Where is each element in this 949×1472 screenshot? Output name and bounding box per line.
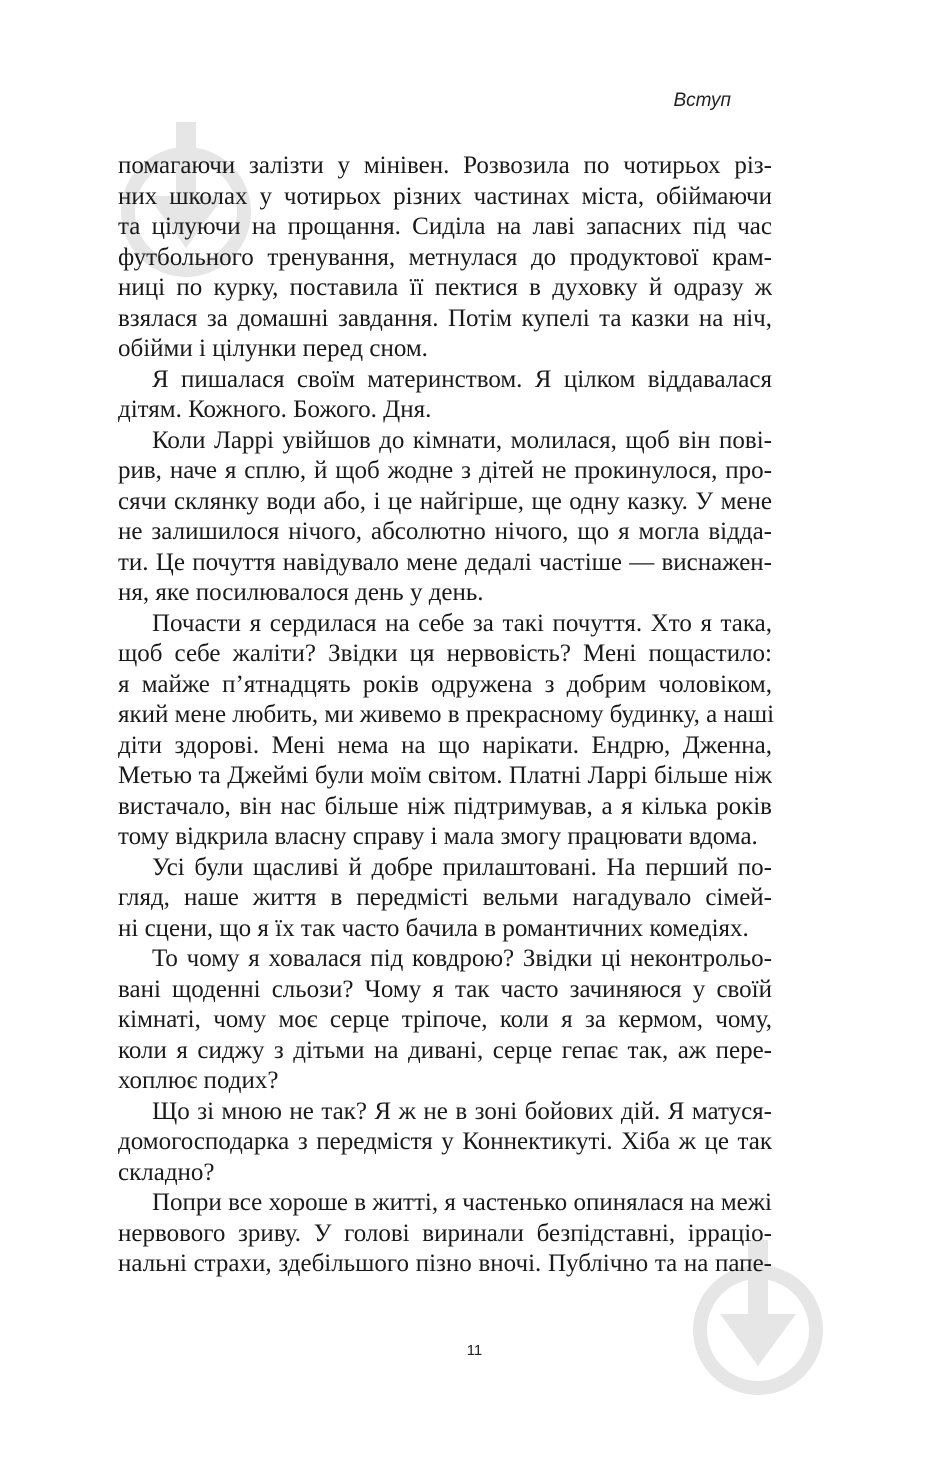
text-line: ня, яке посилювалося день у день. xyxy=(118,579,484,606)
text-line: ти. Це почуття навідувало мене дедалі частіше — виснажен- xyxy=(118,548,772,576)
text-line: Метью та Джеймі були моїм світом. Платні Ларрі більше ніж xyxy=(118,762,772,789)
text-line: Усі були щасливі й добре прилаштовані. На перший по- xyxy=(152,853,772,881)
text-line: Почасти я сердилася на себе за такі почуття. Хто я така, xyxy=(152,609,772,637)
text-line: вані щоденні сльози? Чому я так часто зачиняюся у своїй xyxy=(118,975,772,1003)
text-line: не залишилося нічого, абсолютно нічого, що я могла відда- xyxy=(118,518,772,545)
text-line: щоб себе жаліти? Звідки ця нервовість? Мені пощастило: xyxy=(118,640,772,667)
text-line: домогосподарка з передмістя у Коннектикуті. Хіба ж це так xyxy=(118,1128,772,1155)
text-line: сячи склянку води або, і це найгірше, ще одну казку. У мене xyxy=(118,487,772,515)
text-line: гляд, наше життя в передмісті вельми нагадувало сімей- xyxy=(118,884,772,911)
text-line: кімнаті, чому моє серце тріпоче, коли я за кермом, чому, xyxy=(118,1006,772,1033)
text-line: хоплює подих? xyxy=(118,1067,279,1094)
text-line: який мене любить, ми живемо в прекрасному будинку, а наші xyxy=(118,701,775,728)
text-line: них школах у чотирьох різних частинах міста, обіймаючи xyxy=(118,182,772,210)
text-line: ниці по курку, поставила її пектися в духовку й одразу ж xyxy=(118,274,772,301)
running-head: Вступ xyxy=(673,90,731,111)
page-number: 11 xyxy=(466,1342,483,1359)
text-line: дітям. Кожного. Божого. Дня. xyxy=(118,396,432,423)
text-line: Попри все хороше в житті, я частенько опинялася на межі xyxy=(152,1189,772,1216)
text-line: вистачало, він нас більше ніж підтримував, а я кілька років xyxy=(118,792,772,820)
text-line: То чому я ховалася під ковдрою? Звідки ці неконтрольо- xyxy=(152,945,772,972)
text-line: коли я сиджу з дітьми на дивані, серце гепає так, аж пере- xyxy=(118,1036,772,1064)
text-line: нервового зриву. У голові виринали безпідставні, ірраціо- xyxy=(118,1219,772,1247)
text-line: діти здорові. Мені нема на що нарікати. Ендрю, Дженна, xyxy=(118,731,772,759)
text-line: Я пишалася своїм материнством. Я цілком віддавалася xyxy=(152,365,772,393)
text-line: помагаючи залізти у мінівен. Розвозила по чотирьох різ- xyxy=(118,152,772,179)
text-line: взялася за домашні завдання. Потім купелі та казки на ніч, xyxy=(118,304,772,332)
text-line: Що зі мною не так? Я ж не в зоні бойових дій. Я матуся- xyxy=(152,1097,772,1125)
text-line: складно? xyxy=(118,1158,215,1186)
body-text xyxy=(118,151,775,1280)
text-line: тому відкрила власну справу і мала змогу працювати вдома. xyxy=(118,823,758,850)
text-line: та цілуючи на прощання. Сиділа на лаві запасних під час xyxy=(118,213,772,240)
text-line: Коли Ларрі увійшов до кімнати, молилася, щоб він пові- xyxy=(152,426,772,454)
text-line: рив, наче я сплю, й щоб жодне з дітей не прокинулося, про- xyxy=(118,457,772,484)
text-line: я майже п’ятнадцять років одружена з добрим чоловіком, xyxy=(118,670,772,698)
text-line: нальні страхи, здебільшого пізно вночі. Публічно та на папе- xyxy=(118,1250,772,1277)
text-line: футбольного тренування, метнулася до продуктової крам- xyxy=(118,243,772,271)
text-line: обійми і цілунки перед сном. xyxy=(118,335,428,362)
text-line: ні сцени, що я їх так часто бачила в романтичних комедіях. xyxy=(118,914,749,942)
